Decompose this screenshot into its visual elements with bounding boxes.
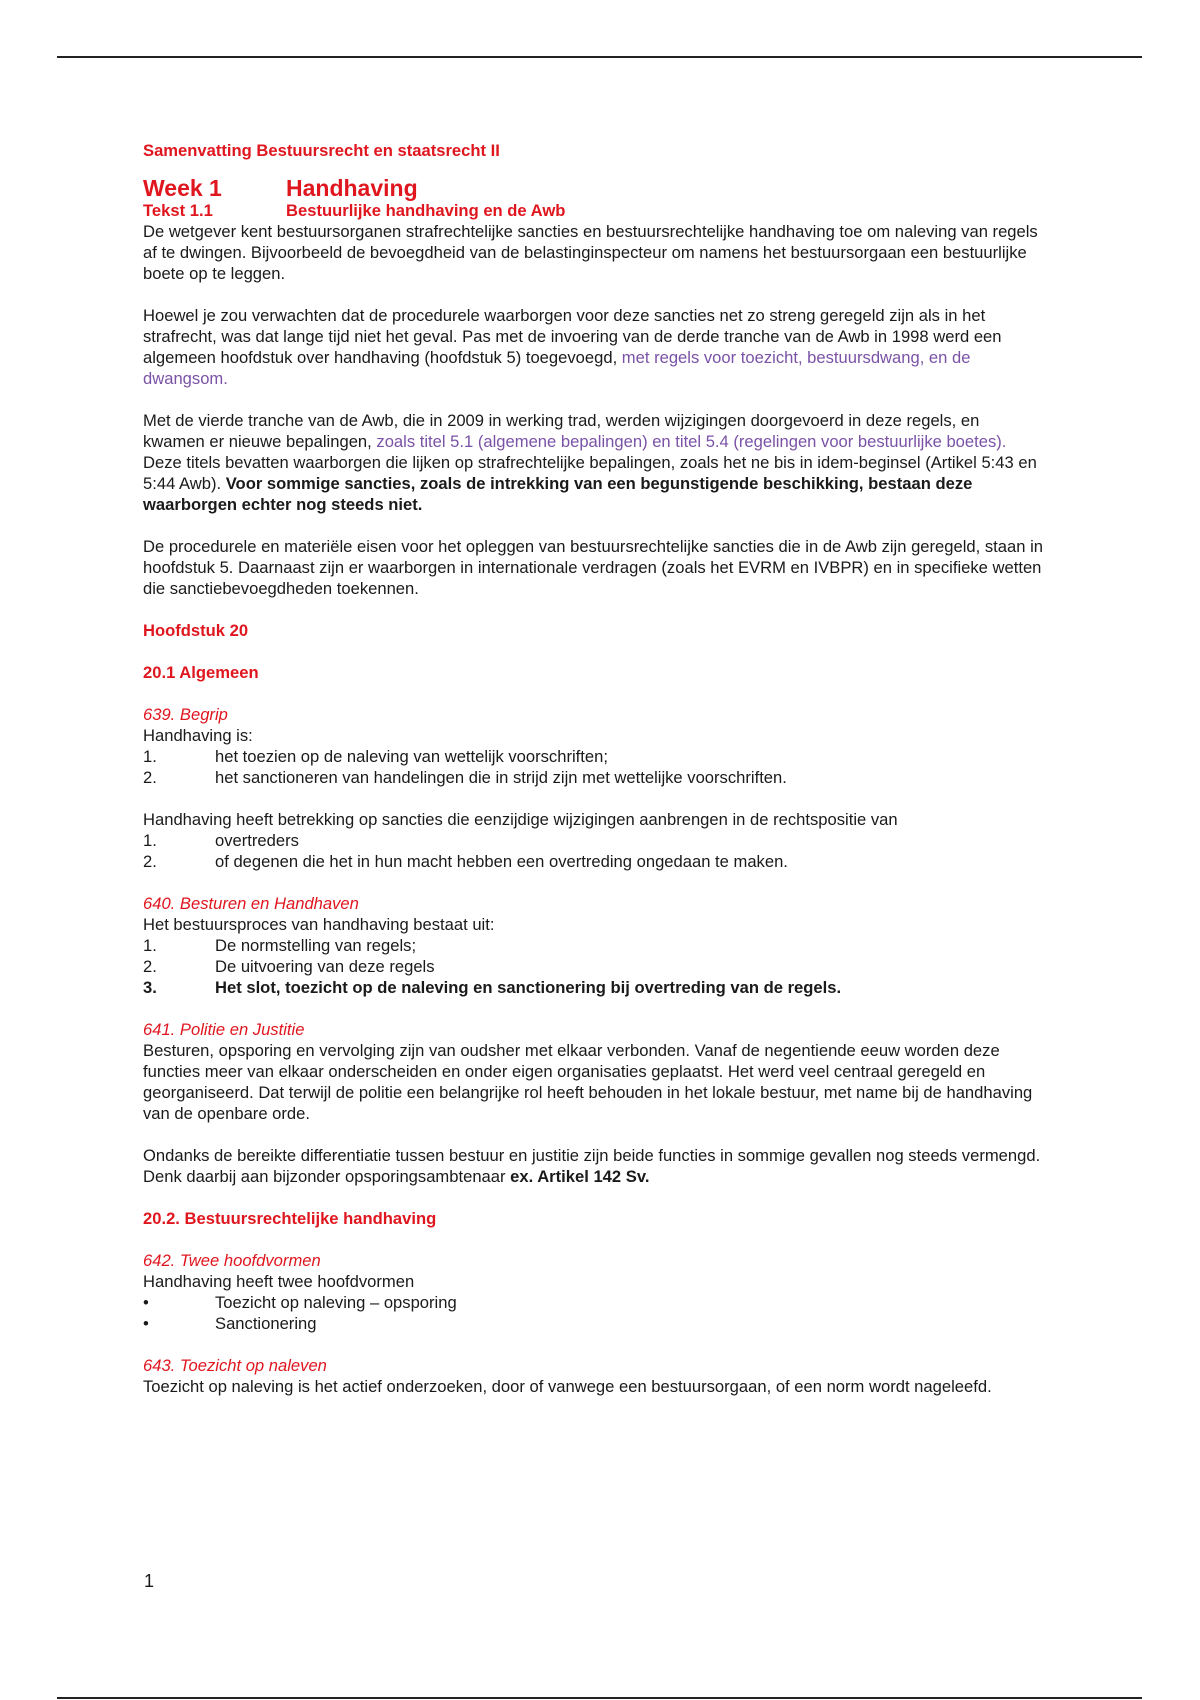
s642-list bbox=[143, 1292, 1043, 1334]
list-text: of degenen die het in hun macht hebben een overtreding ongedaan te maken. bbox=[215, 852, 788, 871]
list-item bbox=[143, 851, 1043, 872]
subheading-643: 643. Toezicht op naleven bbox=[143, 1356, 327, 1375]
tekst-title: Bestuurlijke handhaving en de Awb bbox=[286, 201, 566, 220]
list-item bbox=[143, 956, 1043, 977]
s639-intro-2: Handhaving heeft betrekking op sancties die eenzijdige wijzigingen aanbrengen in de rechtspositie van bbox=[143, 810, 898, 829]
s639-list-2 bbox=[143, 830, 1043, 872]
heading-20-2: 20.2. Bestuursrechtelijke handhaving bbox=[143, 1209, 437, 1228]
list-text: overtreders bbox=[215, 831, 299, 850]
list-text: Toezicht op naleving – opsporing bbox=[215, 1293, 457, 1312]
bullet-marker: • bbox=[143, 1293, 149, 1312]
list-marker: 2. bbox=[143, 957, 157, 976]
subheading-640: 640. Besturen en Handhaven bbox=[143, 894, 359, 913]
s641-paragraph-2 bbox=[143, 1145, 1043, 1187]
heading-hoofdstuk-20: Hoofdstuk 20 bbox=[143, 621, 249, 640]
list-marker: 1. bbox=[143, 831, 157, 850]
paragraph-fourth-tranche-highlight: zoals titel 5.1 (algemene bepalingen) en titel 5.4 (regelingen voor bestuurlijke boetes). bbox=[376, 432, 1007, 451]
subheading-641: 641. Politie en Justitie bbox=[143, 1020, 305, 1039]
list-marker: 1. bbox=[143, 936, 157, 955]
list-text: Het slot, toezicht op de naleving en sanctionering bij overtreding van de regels. bbox=[215, 978, 842, 997]
list-marker: 1. bbox=[143, 747, 157, 766]
s639-list bbox=[143, 746, 1043, 788]
tekst-label: Tekst 1.1 bbox=[143, 201, 213, 220]
paragraph-fourth-tranche-text: Met de vierde tranche van de Awb, die in 2009 in werking trad, werden wijzigingen doorgevoerd in deze regels, en kwamen er nieuwe bepalingen, bbox=[143, 411, 980, 451]
week-heading bbox=[143, 175, 1043, 201]
bullet-marker: • bbox=[143, 1314, 149, 1333]
paragraph-fourth-tranche bbox=[143, 410, 1043, 515]
list-marker: 2. bbox=[143, 768, 157, 787]
paragraph-procedural-highlight: met regels voor toezicht, bestuursdwang, en de dwangsom. bbox=[143, 348, 971, 388]
list-item bbox=[143, 935, 1043, 956]
paragraph-fourth-tranche-bold: Voor sommige sancties, zoals de intrekking van een begunstigende beschikking, bestaan deze waarborgen echter nog steeds niet. bbox=[143, 474, 973, 514]
heading-20-1: 20.1 Algemeen bbox=[143, 663, 259, 682]
week-title: Handhaving bbox=[286, 175, 418, 201]
page-number: 1 bbox=[144, 1571, 155, 1591]
list-text: het sanctioneren van handelingen die in strijd zijn met wettelijke voorschriften. bbox=[215, 768, 787, 787]
subheading-642: 642. Twee hoofdvormen bbox=[143, 1251, 321, 1270]
list-item bbox=[143, 1292, 1043, 1313]
document-title: Samenvatting Bestuursrecht en staatsrecht II bbox=[143, 141, 500, 160]
paragraph-fourth-tranche-text-2: Deze titels bevatten waarborgen die lijken op strafrechtelijke bepalingen, zoals het ne bis in idem-beginsel (Artikel 5:43 en 5:44 Awb). bbox=[143, 453, 1037, 493]
list-item bbox=[143, 977, 1043, 998]
week-label: Week 1 bbox=[143, 175, 222, 201]
paragraph-intro: De wetgever kent bestuursorganen strafrechtelijke sancties en bestuursrechtelijke handhaving toe om naleving van regels af te dwingen. Bijvoorbeeld de bevoegdheid van de belastinginspecteur om namens het bestuursorgaan een bestuurlijke boete op te leggen. bbox=[143, 222, 1038, 283]
s640-intro: Het bestuursproces van handhaving bestaat uit: bbox=[143, 915, 495, 934]
list-item bbox=[143, 830, 1043, 851]
s643-paragraph: Toezicht op naleving is het actief onderzoeken, door of vanwege een bestuursorgaan, of een norm wordt nageleefd. bbox=[143, 1377, 992, 1396]
list-item bbox=[143, 1313, 1043, 1334]
s640-list bbox=[143, 935, 1043, 998]
s642-intro: Handhaving heeft twee hoofdvormen bbox=[143, 1272, 415, 1291]
document-page bbox=[143, 140, 1043, 1397]
list-text: De uitvoering van deze regels bbox=[215, 957, 435, 976]
list-text: het toezien op de naleving van wettelijk voorschriften; bbox=[215, 747, 608, 766]
s641-paragraph-2-bold: ex. Artikel 142 Sv. bbox=[510, 1167, 650, 1186]
s639-intro: Handhaving is: bbox=[143, 726, 253, 745]
paragraph-procedural bbox=[143, 305, 1043, 389]
s641-paragraph-2-text: Ondanks de bereikte differentiatie tussen bestuur en justitie zijn beide functies in sommige gevallen nog steeds vermengd. Denk daarbij aan bijzonder opsporingsambtenaar bbox=[143, 1146, 1041, 1186]
top-rule bbox=[57, 56, 1142, 58]
s641-paragraph-1: Besturen, opsporing en vervolging zijn van oudsher met elkaar verbonden. Vanaf de negentiende eeuw worden deze functies meer van elkaar onderscheiden en onder eigen organisaties geplaatst. Het werd veel centraal geregeld en georganiseerd. Dat terwijl de politie een belangrijke rol heeft behouden in het lokale bestuur, met name bij de handhaving van de openbare orde. bbox=[143, 1041, 1033, 1123]
paragraph-procedural-text: Hoewel je zou verwachten dat de procedurele waarborgen voor deze sancties net zo streng geregeld zijn als in het strafrecht, was dat lange tijd niet het geval. Pas met de invoering van de derde tranche van de Awb in 1998 werd een algemeen hoofdstuk over handhaving (hoofdstuk 5) toegevoegd, bbox=[143, 306, 1002, 367]
list-text: Sanctionering bbox=[215, 1314, 317, 1333]
paragraph-requirements: De procedurele en materiële eisen voor het opleggen van bestuursrechtelijke sancties die in de Awb zijn geregeld, staan in hoofdstuk 5. Daarnaast zijn er waarborgen in internationale verdragen (zoals het EVRM en IVBPR) en in specifieke wetten die sanctiebevoegdheden toekennen. bbox=[143, 537, 1043, 598]
list-item bbox=[143, 746, 1043, 767]
list-text: De normstelling van regels; bbox=[215, 936, 417, 955]
bottom-rule bbox=[57, 1697, 1142, 1699]
subheading-639: 639. Begrip bbox=[143, 705, 228, 724]
list-marker: 3. bbox=[143, 978, 157, 997]
tekst-heading bbox=[143, 201, 1043, 221]
list-item bbox=[143, 767, 1043, 788]
list-marker: 2. bbox=[143, 852, 157, 871]
